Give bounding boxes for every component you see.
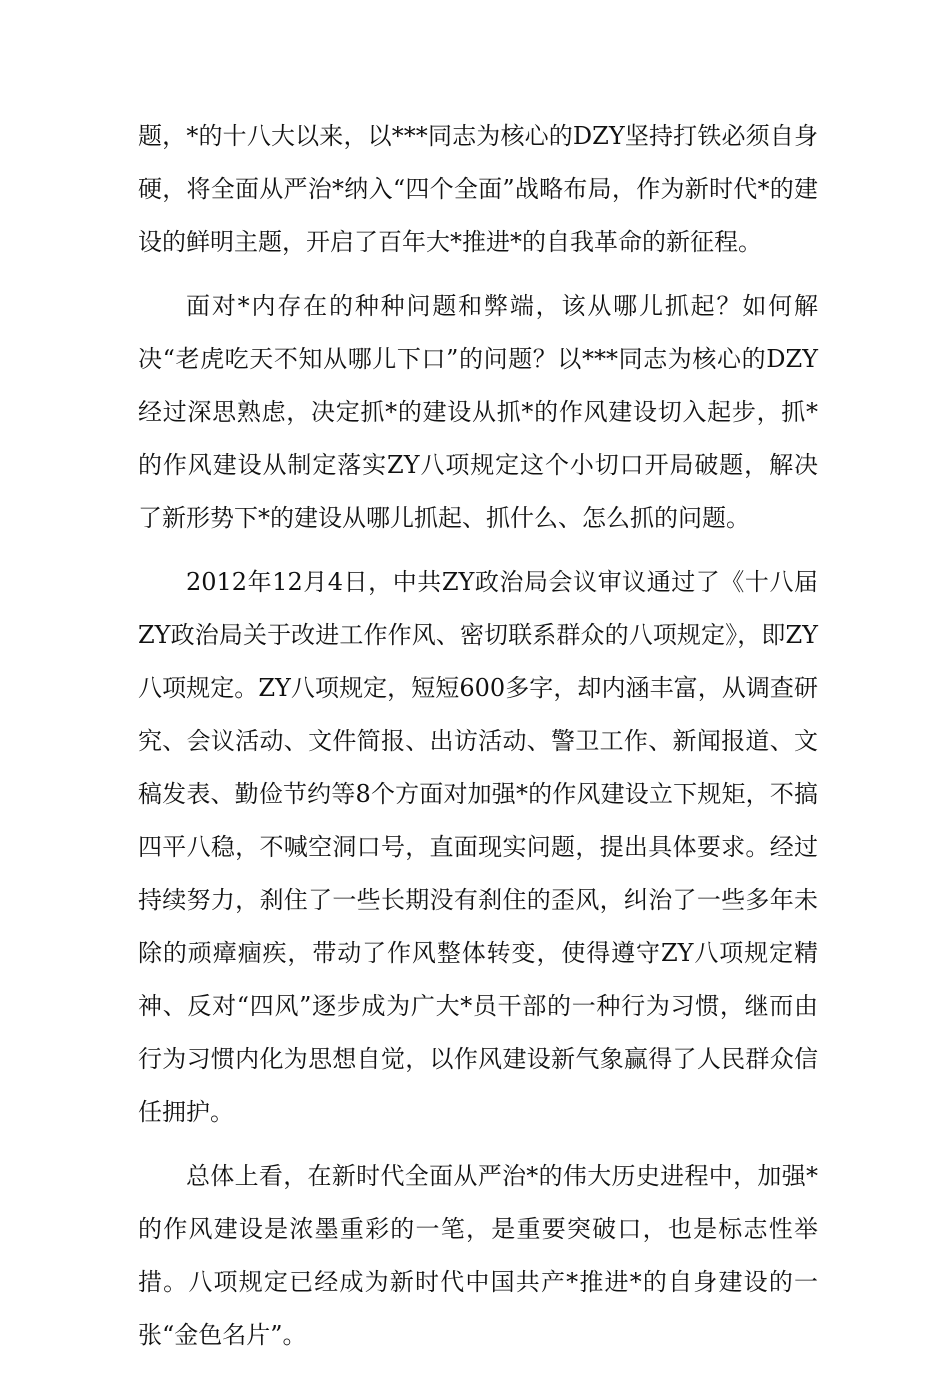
paragraph-1: 题，*的十八大以来，以***同志为核心的DZY坚持打铁必须自身硬，将全面从严治*纳入“四个全面”战略布局，作为新时代*的建设的鲜明主题，开启了百年大*推进*的自我革命的新征程。 <box>138 122 818 256</box>
paragraph-2: 面对*内存在的种种问题和弊端，该从哪儿抓起？如何解决“老虎吃天不知从哪儿下口”的问题？以***同志为核心的DZY经过深思熟虑，决定抓*的建设从抓*的作风建设切入起步，抓*的作风建设从制定落实ZY八项规定这个小切口开局破题，解决了新形势下*的建设从哪儿抓起、抓什么、怎么抓的问题。 <box>138 292 818 532</box>
paragraph-3: 2012年12月4日，中共ZY政治局会议审议通过了《十八届ZY政治局关于改进工作作风、密切联系群众的八项规定》，即ZY八项规定。ZY八项规定，短短600多字，却内涵丰富，从调查研究、会议活动、文件简报、出访活动、警卫工作、新闻报道、文稿发表、勤俭节约等8个方面对加强*的作风建设立下规矩，不搞四平八稳，不喊空洞口号，直面现实问题，提出具体要求。经过持续努力，刹住了一些长期没有刹住的歪风，纠治了一些多年未除的顽瘴痼疾，带动了作风整体转变，使得遵守ZY八项规定精神、反对“四风”逐步成为广大*员干部的一种行为习惯，继而由行为习惯内化为思想自觉，以作风建设新气象赢得了人民群众信任拥护。 <box>138 568 818 1126</box>
document-body <box>138 110 818 1373</box>
paragraph-4: 总体上看，在新时代全面从严治*的伟大历史进程中，加强*的作风建设是浓墨重彩的一笔，是重要突破口，也是标志性举措。八项规定已经成为新时代中国共产*推进*的自身建设的一张“金色名片”。 <box>138 1162 818 1349</box>
